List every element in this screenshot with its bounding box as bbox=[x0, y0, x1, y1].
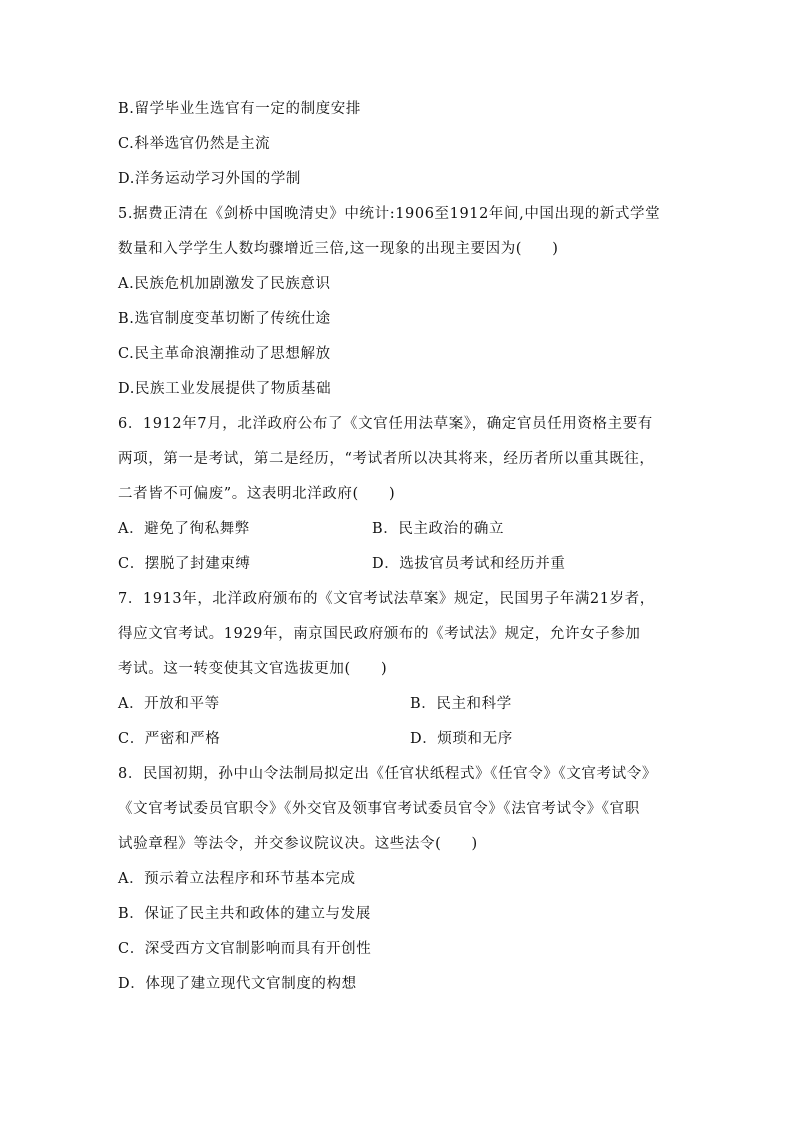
option-6A: A．避免了徇私舞弊 bbox=[118, 521, 250, 537]
question-8-line-1: 8．民国初期，孙中山令法制局拟定出《任官状纸程式》《任官令》《文官考试令》 bbox=[118, 766, 657, 782]
option-4D: D.洋务运动学习外国的学制 bbox=[118, 171, 302, 187]
question-6-line-2: 两项，第一是考试，第二是经历，“考试者所以决其将来，经历者所以重其既往， bbox=[118, 451, 655, 467]
option-7D: D．烦琐和无序 bbox=[410, 731, 513, 747]
option-8A: A．预示着立法程序和环节基本完成 bbox=[118, 871, 356, 887]
option-5A: A.民族危机加剧激发了民族意识 bbox=[118, 276, 331, 292]
question-8-line-2: 《文官考试委员官职令》《外交官及领事官考试委员官令》《法官考试令》《官职 bbox=[118, 801, 640, 817]
question-7-line-2: 得应文官考试。1929年，南京国民政府颁布的《考试法》规定，允许女子参加 bbox=[118, 626, 641, 642]
option-5B: B.选官制度变革切断了传统仕途 bbox=[118, 311, 331, 327]
option-5C: C.民主革命浪潮推动了思想解放 bbox=[118, 346, 331, 362]
option-6B: B．民主政治的确立 bbox=[372, 521, 505, 537]
question-5-line-1: 5.据费正清在《剑桥中国晚清史》中统计:1906至1912年间,中国出现的新式学堂 bbox=[118, 206, 661, 222]
option-4B: B.留学毕业生选官有一定的制度安排 bbox=[118, 101, 361, 117]
option-4C: C.科举选官仍然是主流 bbox=[118, 136, 271, 152]
option-8B: B．保证了民主共和政体的建立与发展 bbox=[118, 906, 371, 922]
question-6-line-1: 6．1912年7月，北洋政府公布了《文官任用法草案》，确定官员任用资格主要有 bbox=[118, 416, 653, 432]
question-5-line-2: 数量和入学学生人数均骤增近三倍,这一现象的出现主要因为( ) bbox=[118, 241, 559, 257]
option-8D: D．体现了建立现代文官制度的构想 bbox=[118, 976, 357, 992]
question-7-line-1: 7．1913年，北洋政府颁布的《文官考试法草案》规定，民国男子年满21岁者， bbox=[118, 591, 655, 607]
question-7-line-3: 考试。这一转变使其文官选拔更加( ) bbox=[118, 661, 388, 677]
question-6-line-3: 二者皆不可偏废”。这表明北洋政府( ) bbox=[118, 486, 396, 502]
option-6C: C．摆脱了封建束缚 bbox=[118, 556, 251, 572]
question-8-line-3: 试验章程》等法令，并交参议院议决。这些法令( ) bbox=[118, 836, 478, 852]
option-7A: A．开放和平等 bbox=[118, 696, 220, 712]
option-8C: C．深受西方文官制影响而具有开创性 bbox=[118, 941, 372, 957]
option-7C: C．严密和严格 bbox=[118, 731, 221, 747]
option-5D: D.民族工业发展提供了物质基础 bbox=[118, 381, 332, 397]
option-6D: D．选拔官员考试和经历并重 bbox=[372, 556, 566, 572]
option-7B: B．民主和科学 bbox=[410, 696, 512, 712]
